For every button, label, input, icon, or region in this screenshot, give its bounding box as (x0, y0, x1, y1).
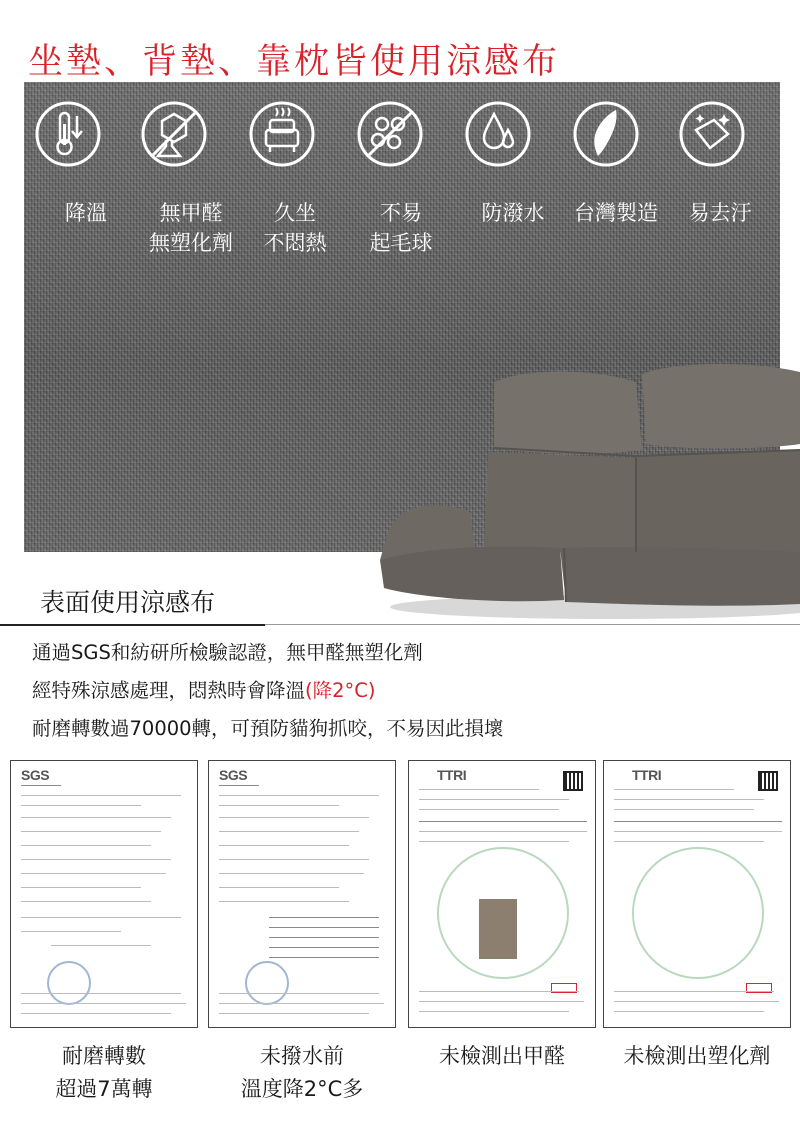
section-divider (0, 624, 265, 626)
section-title: 表面使用涼感布 (40, 588, 216, 617)
ttri-logo: TTRI (437, 767, 467, 783)
caption-cooling: 未撥水前 溫度降2°C多 (240, 1044, 364, 1101)
qr-code-icon (758, 771, 778, 791)
no-pilling-icon (356, 100, 424, 168)
feature-label-no-pilling: 不易 起毛球 (369, 201, 433, 255)
description-line-2: 經特殊涼感處理，悶熱時會降溫(降2°C) (32, 679, 376, 702)
certificate-ttri-plasticizer (603, 760, 791, 1028)
certificate-sgs-cooling (208, 760, 396, 1028)
qr-code-icon (563, 771, 583, 791)
certification-seal (632, 847, 764, 979)
fabric-sample-swatch (479, 899, 517, 959)
certificate-stamp (245, 961, 289, 1005)
feature-label-water-repellent: 防潑水 (481, 201, 545, 225)
page-headline: 坐墊、背墊、靠枕皆使用涼感布 (28, 42, 561, 82)
taiwan-map-icon (572, 100, 640, 168)
feature-label-no-heat: 久坐 不悶熱 (263, 201, 327, 255)
no-sitting-heat-icon (248, 100, 316, 168)
cooling-highlight: (降2°C) (305, 679, 376, 702)
caption-abrasion: 耐磨轉數 超過7萬轉 (55, 1044, 153, 1101)
thermometer-down-icon (34, 100, 102, 168)
feature-label-no-chemical: 無甲醛 無塑化劑 (149, 201, 233, 255)
feature-icon-row (24, 95, 780, 185)
caption-plasticizer: 未檢測出塑化劑 (623, 1044, 771, 1068)
caption-formaldehyde: 未檢測出甲醛 (439, 1044, 565, 1068)
feature-label-cooling: 降溫 (65, 201, 107, 225)
description-line-3: 耐磨轉數過70000轉，可預防貓狗抓咬，不易因此損壞 (32, 717, 504, 740)
description-line-1: 通過SGS和紡研所檢驗認證，無甲醛無塑化劑 (32, 641, 423, 664)
section-divider-thin (265, 624, 800, 625)
feature-label-made-in-taiwan: 台灣製造 (574, 201, 658, 225)
sgs-logo: SGS (21, 767, 50, 783)
sgs-logo: SGS (219, 767, 248, 783)
no-chemical-icon (140, 100, 208, 168)
certificate-sgs-abrasion (10, 760, 198, 1028)
feature-label-easy-clean: 易去汙 (688, 201, 752, 225)
certificate-ttri-formaldehyde (408, 760, 596, 1028)
certificate-stamp (47, 961, 91, 1005)
sofa-image (360, 352, 800, 622)
easy-clean-icon (678, 100, 746, 168)
ttri-logo: TTRI (632, 767, 662, 783)
water-repellent-icon (464, 100, 532, 168)
